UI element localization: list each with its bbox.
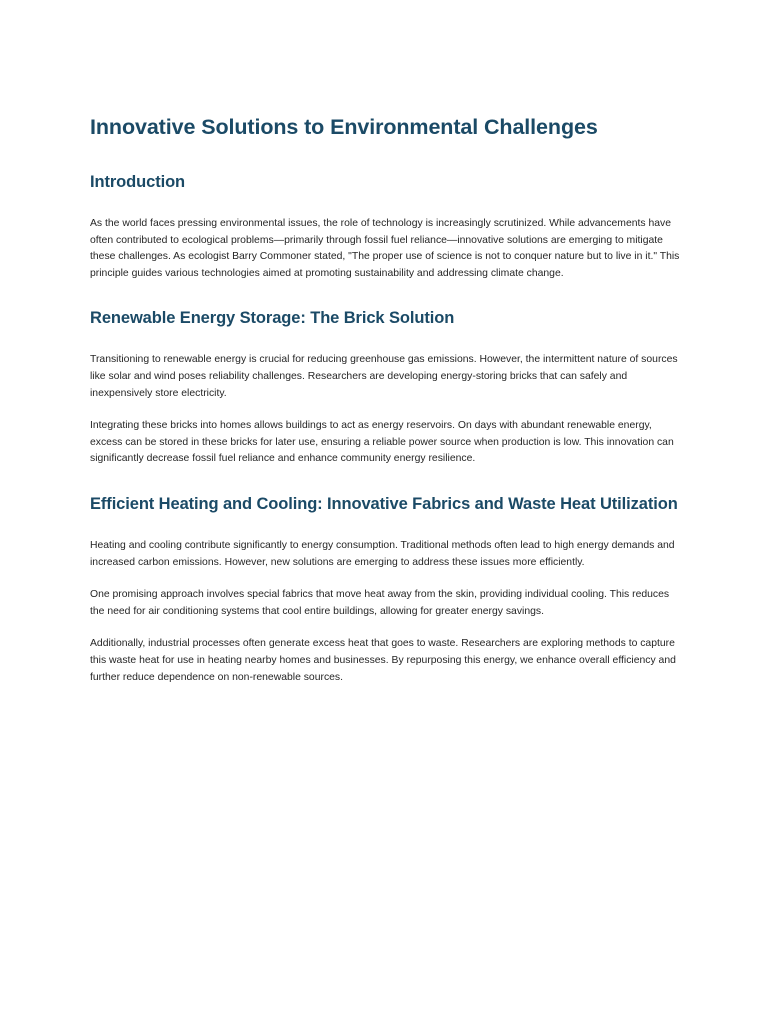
document-page <box>90 112 680 686</box>
section-paragraph: Integrating these bricks into homes allows buildings to act as energy reservoirs. On days with abundant renewable energy, excess can be stored in these bricks for later use, ensuring a reliable power source when production is low. This innovation can significantly decrease fossil fuel reliance and enhance community energy resilience. <box>90 420 674 465</box>
section-paragraph: Additionally, industrial processes often generate excess heat that goes to waste. Researchers are exploring methods to capture this waste heat for use in heating nearby homes and businesses. By repurposing this energy, we enhance overall efficiency and further reduce dependence on non-renewable sources. <box>90 638 676 683</box>
section-heading: Introduction <box>90 173 186 191</box>
section-heading: Efficient Heating and Cooling: Innovative Fabrics and Waste Heat Utilization <box>90 494 678 513</box>
section-paragraph: One promising approach involves special fabrics that move heat away from the skin, providing individual cooling. This reduces the need for air conditioning systems that cool entire buildings, allowing for greater energy savings. <box>90 589 670 617</box>
section-paragraph: Heating and cooling contribute significantly to energy consumption. Traditional methods often lead to high energy demands and increased carbon emissions. However, new solutions are emerging to address these issues more efficiently. <box>90 539 675 568</box>
section-heating-and-cooling <box>90 491 680 686</box>
section-paragraph: Transitioning to renewable energy is crucial for reducing greenhouse gas emissions. However, the intermittent nature of sources like solar and wind poses reliability challenges. Researchers are developing energy-storing bricks that can safely and inexpensively store electricity. <box>90 354 678 399</box>
document-title: Innovative Solutions to Environmental Challenges <box>90 115 598 139</box>
section-paragraph: As the world faces pressing environmental issues, the role of technology is increasingly scrutinized. While advancements have often contributed to ecological problems—primarily through fossil fuel reliance—innovative solutions are emerging to mitigate these challenges. As ecologist Barry Commoner stated, "The proper use of science is not to conquer nature but to live in it." This principle guides various technologies aimed at promoting sustainability and addressing climate change. <box>90 218 680 279</box>
section-introduction <box>90 169 680 282</box>
section-renewable-energy-storage <box>90 305 680 468</box>
section-heading: Renewable Energy Storage: The Brick Solution <box>90 309 455 328</box>
